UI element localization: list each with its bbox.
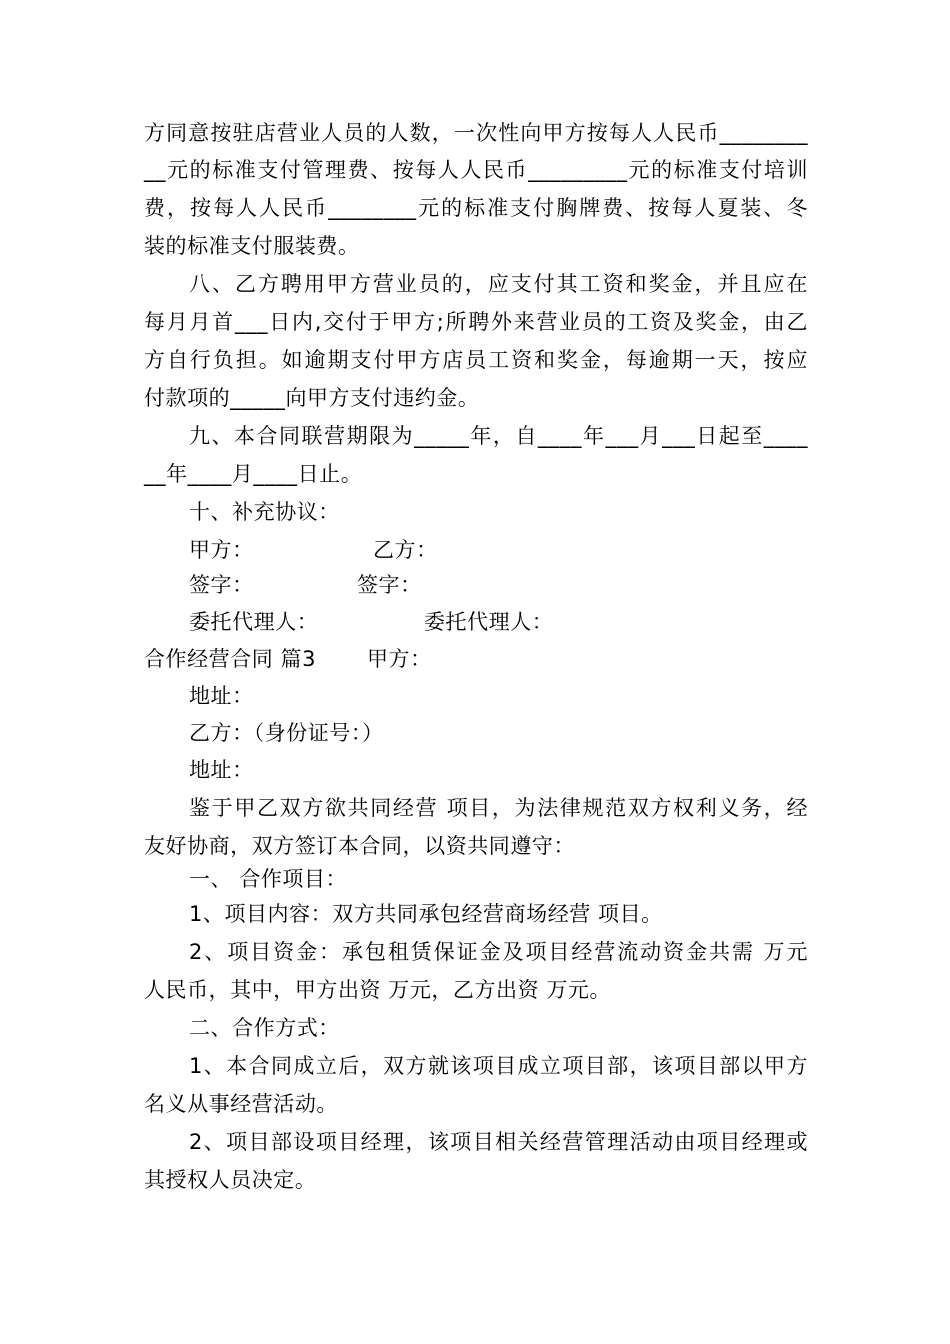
body-line: 2、项目资金：承包租赁保证金及项目经营流动资金共需 万元: [189, 940, 808, 964]
body-line: 八、乙方聘用甲方营业员的，应支付其工资和奖金，并且应在: [189, 272, 808, 296]
body-line: 每月月首___日内,交付于甲方;所聘外来营业员的工资及奖金，由乙: [144, 310, 808, 334]
supplement-heading: 十、补充协议：: [189, 500, 340, 524]
body-line: 2、项目部设项目经理，该项目相关经营管理活动由项目经理或: [189, 1130, 808, 1154]
body-line: 费，按每人人民币________元的标准支付胸牌费、按每人夏装、冬: [144, 196, 808, 220]
agent-b-label: 委托代理人：: [424, 610, 554, 634]
body-line: 其授权人员决定。: [144, 1168, 317, 1192]
body-line: 鉴于甲乙双方欲共同经营 项目，为法律规范双方权利义务，经: [189, 796, 808, 820]
body-line: 装的标准支付服装费。: [144, 234, 360, 258]
sign-a-label: 签字：: [189, 573, 254, 597]
section3-heading: 合作经营合同 篇3: [144, 647, 316, 671]
party-a-label: 甲方：: [189, 538, 254, 562]
body-line: 方自行负担。如逾期支付甲方店员工资和奖金，每逾期一天，按应: [144, 348, 808, 372]
body-line: 九、本合同联营期限为_____年，自____年___月___日起至____: [189, 424, 808, 448]
clause-heading: 二、合作方式：: [189, 1016, 340, 1040]
body-line: 1、本合同成立后，双方就该项目成立项目部，该项目部以甲方: [189, 1054, 808, 1078]
section3-party-a: 甲方：: [367, 647, 432, 671]
body-line: 名义从事经营活动。: [144, 1092, 338, 1116]
clause-heading: 一、 合作项目：: [189, 867, 348, 891]
body-line: __年____月____日止。: [144, 462, 363, 486]
body-line: 1、项目内容：双方共同承包经营商场经营 项目。: [189, 902, 663, 926]
sign-b-label: 签字：: [357, 573, 422, 597]
section3-party-b: 乙方：（身份证号：）: [189, 721, 384, 745]
section3-address-a: 地址：: [189, 684, 254, 708]
body-line: 付款项的_____向甲方支付违约金。: [144, 386, 480, 410]
body-line: 友好协商，双方签订本合同，以资共同遵守：: [144, 834, 575, 858]
body-line: 方同意按驻店营业人员的人数，一次性向甲方按每人人民币________: [144, 121, 808, 145]
body-line: __元的标准支付管理费、按每人人民币_________元的标准支付培训: [144, 158, 808, 182]
section3-address-b: 地址：: [189, 758, 254, 782]
party-b-label: 乙方：: [373, 538, 438, 562]
body-line: 人民币，其中，甲方出资 万元，乙方出资 万元。: [144, 978, 611, 1002]
agent-a-label: 委托代理人：: [189, 610, 319, 634]
